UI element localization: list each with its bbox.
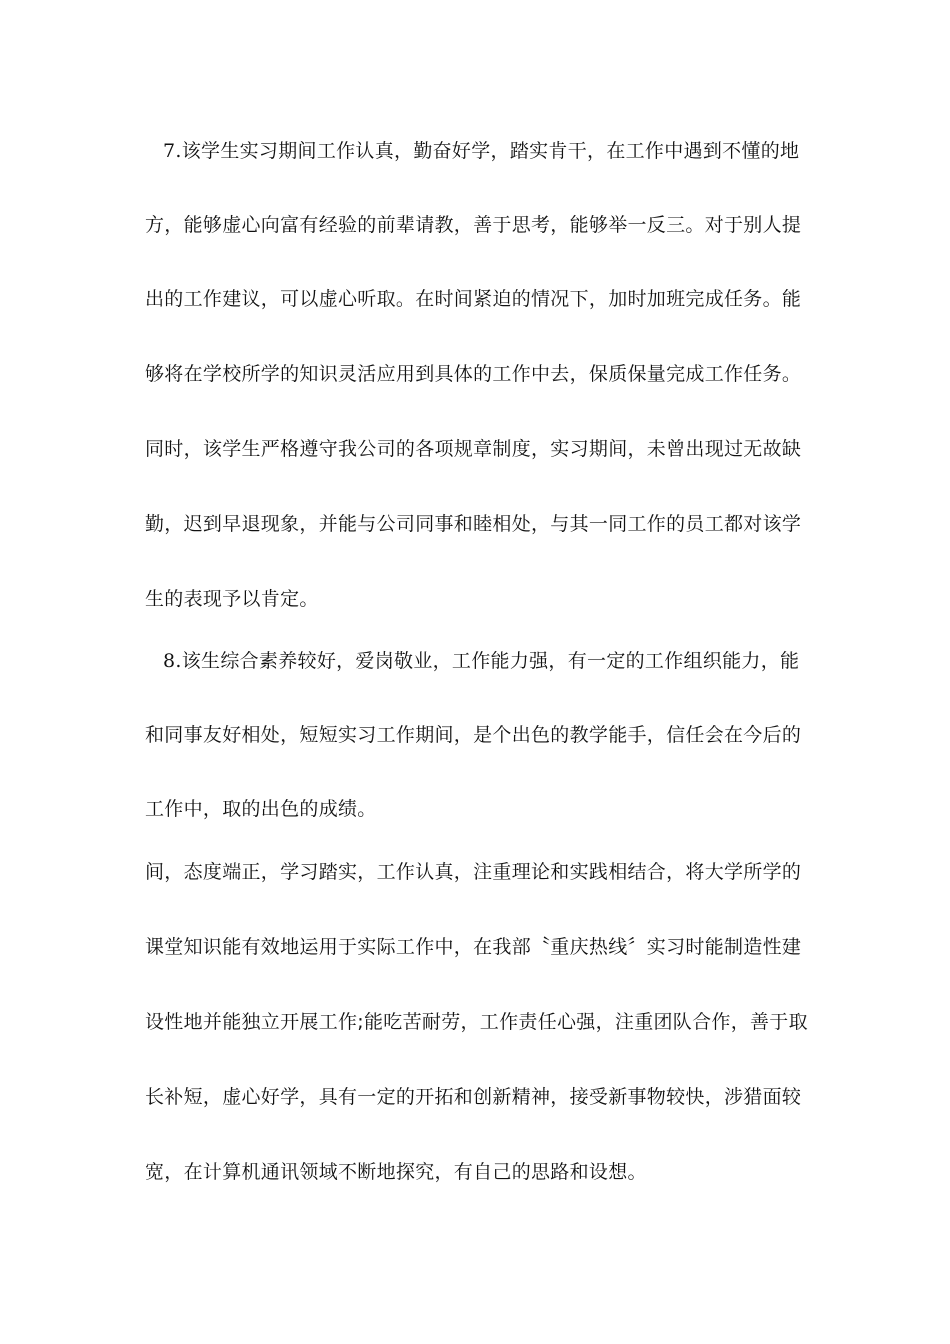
paragraph-7-line-1 [163, 139, 843, 163]
paragraph-9-line-3: 设性地并能独立开展工作;能吃苦耐劳，工作责任心强，注重团队合作，善于取 [145, 1011, 808, 1033]
paragraph-8-line-1 [163, 649, 843, 673]
paragraph-7-line-2: 方，能够虚心向富有经验的前辈请教，善于思考，能够举一反三。对于别人提 [145, 214, 802, 236]
paragraph-9-line-2: 课堂知识能有效地运用于实际工作中，在我部〝重庆热线〞实习时能制造性建 [145, 936, 802, 958]
paragraph-9-line-5: 宽，在计算机通讯领域不断地探究，有自己的思路和设想。 [145, 1161, 647, 1183]
paragraph-7-line-4: 够将在学校所学的知识灵活应用到具体的工作中去，保质保量完成工作任务。 [145, 363, 802, 385]
paragraph-7-number: 7. [163, 140, 182, 162]
paragraph-7-line-3: 出的工作建议，可以虚心听取。在时间紧迫的情况下，加时加班完成任务。能 [145, 288, 802, 310]
paragraph-8-text: 该生综合素养较好，爱岗敬业，工作能力强，有一定的工作组织能力，能 [181, 650, 800, 672]
paragraph-9-line-1: 间，态度端正，学习踏实，工作认真，注重理论和实践相结合，将大学所学的 [145, 861, 802, 883]
paragraph-8-number: 8. [163, 650, 182, 672]
paragraph-7-line-7: 生的表现予以肯定。 [145, 588, 319, 610]
paragraph-7-line-5: 同时，该学生严格遵守我公司的各项规章制度，实习期间，未曾出现过无故缺 [145, 438, 802, 460]
paragraph-7-line-6: 勤，迟到早退现象，并能与公司同事和睦相处，与其一同工作的员工都对该学 [145, 513, 802, 535]
paragraph-8-line-3: 工作中，取的出色的成绩。 [145, 798, 377, 820]
paragraph-8-line-2: 和同事友好相处，短短实习工作期间，是个出色的教学能手，信任会在今后的 [145, 724, 802, 746]
paragraph-7-text: 该学生实习期间工作认真，勤奋好学，踏实肯干，在工作中遇到不懂的地 [181, 140, 800, 162]
paragraph-9-line-4: 长补短，虚心好学，具有一定的开拓和创新精神，接受新事物较快，涉猎面较 [145, 1086, 802, 1108]
